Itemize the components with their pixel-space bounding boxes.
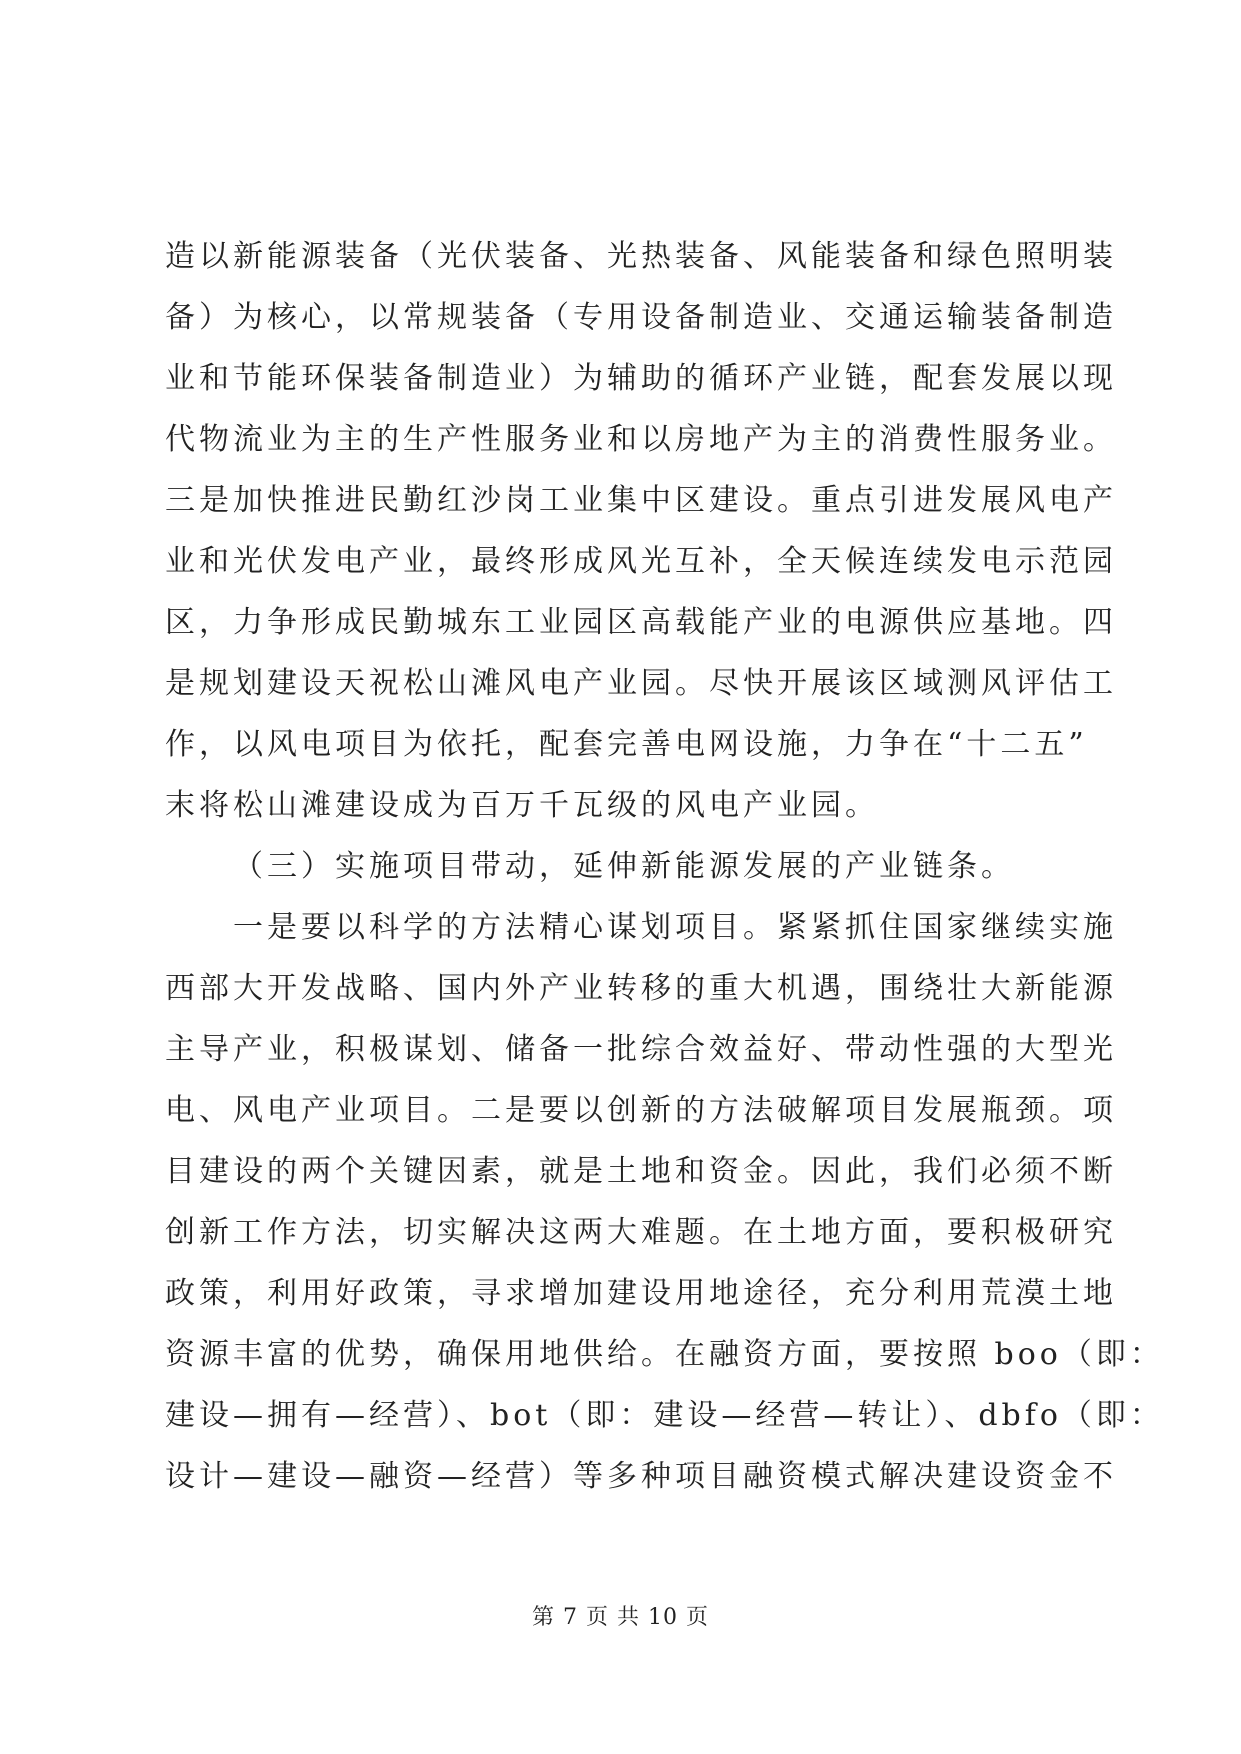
text-line-3: 业和节能环保装备制造业）为辅助的循环产业链，配套发展以现 [165,361,1117,396]
text-line-20: 建设—拥有—经营）、bot（即：建设—经营—转让）、dbfo（即： [165,1398,1164,1433]
text-line-10: 末将松山滩建设成为百万千瓦级的风电产业园。 [165,788,879,823]
text-line-2: 备）为核心，以常规装备（专用设备制造业、交通运输装备制造 [165,300,1117,335]
text-line-15: 电、风电产业项目。二是要以创新的方法破解项目发展瓶颈。项 [165,1093,1117,1128]
section-heading: （三）实施项目带动，延伸新能源发展的产业链条。 [233,849,1015,884]
text-line-21: 设计—建设—融资—经营）等多种项目融资模式解决建设资金不 [165,1459,1117,1494]
text-line-6: 业和光伏发电产业，最终形成风光互补，全天候连续发电示范园 [165,544,1117,579]
page-number-footer: 第 7 页 共 10 页 [532,1605,709,1630]
text-line-12: 一是要以科学的方法精心谋划项目。紧紧抓住国家继续实施 [233,910,1117,945]
text-line-18: 政策，利用好政策，寻求增加建设用地途径，充分利用荒漠土地 [165,1276,1117,1311]
text-line-5: 三是加快推进民勤红沙岗工业集中区建设。重点引进发展风电产 [165,483,1117,518]
text-line-7: 区，力争形成民勤城东工业园区高载能产业的电源供应基地。四 [165,605,1117,640]
text-line-16: 目建设的两个关键因素，就是土地和资金。因此，我们必须不断 [165,1154,1117,1189]
text-line-1: 造以新能源装备（光伏装备、光热装备、风能装备和绿色照明装 [165,239,1117,274]
text-line-17: 创新工作方法，切实解决这两大难题。在土地方面，要积极研究 [165,1215,1117,1250]
text-line-14: 主导产业，积极谋划、储备一批综合效益好、带动性强的大型光 [165,1032,1117,1067]
text-line-9: 作，以风电项目为依托，配套完善电网设施，力争在“十二五” [165,727,1088,762]
text-line-4: 代物流业为主的生产性服务业和以房地产为主的消费性服务业。 [165,422,1117,457]
body-text [165,226,1164,1507]
text-line-8: 是规划建设天祝松山滩风电产业园。尽快开展该区域测风评估工 [165,666,1117,701]
text-line-13: 西部大开发战略、国内外产业转移的重大机遇，围绕壮大新能源 [165,971,1117,1006]
text-line-19: 资源丰富的优势，确保用地供给。在融资方面，要按照 boo（即： [165,1337,1164,1372]
